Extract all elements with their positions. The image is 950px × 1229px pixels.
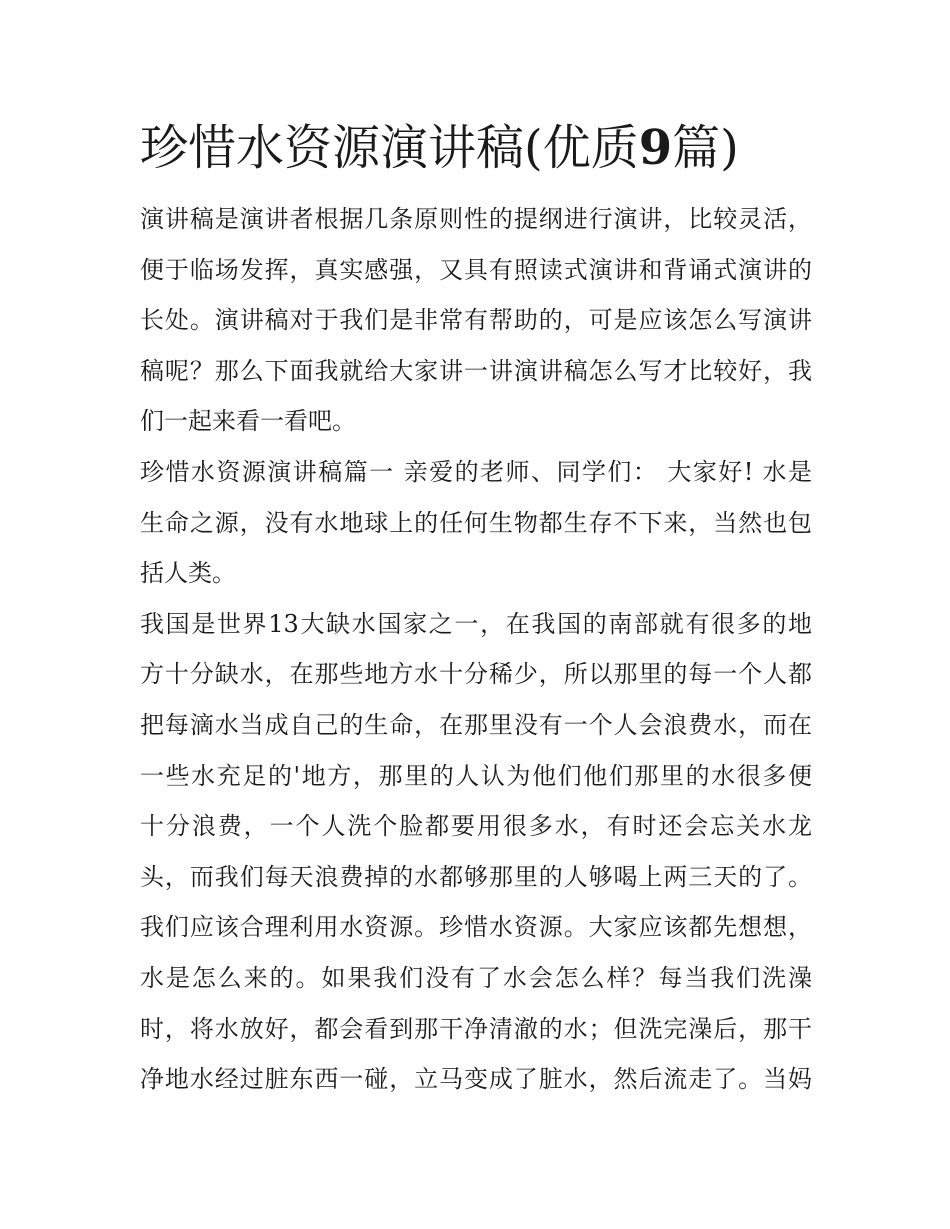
title-prefix: 珍惜水资源演讲稿(优质 (140, 120, 639, 176)
text-line: 便于临场发挥，真实感强，又具有照读式演讲和背诵式演讲的 (140, 255, 812, 284)
paragraph-section-one (140, 447, 812, 599)
text-line: 方十分缺水，在那些地方水十分稀少，所以那里的每一个人都 (140, 660, 812, 689)
text-line: 把每滴水当成自己的生命，在那里没有一个人会浪费水，而在 (140, 710, 812, 739)
text-line: 括人类。 (140, 559, 236, 588)
text-line: 净地水经过脏东西一碰，立马变成了脏水，然后流走了。当妈 (140, 1065, 812, 1094)
text-line: 头，而我们每天浪费掉的水都够那里的人够喝上两三天的了。 (140, 862, 812, 891)
document-body (140, 194, 812, 1105)
text-line: 我们应该合理利用水资源。珍惜水资源。大家应该都先想想， (140, 913, 812, 942)
text-line: 时，将水放好，都会看到那干净清澈的水；但洗完澡后，那干 (140, 1014, 812, 1043)
text-line: 长处。演讲稿对于我们是非常有帮助的，可是应该怎么写演讲 (140, 306, 812, 335)
text-line: 生命之源，没有水地球上的任何生物都生存不下来，当然也包 (140, 508, 812, 537)
text-line: 演讲稿是演讲者根据几条原则性的提纲进行演讲，比较灵活， (140, 205, 812, 233)
title-number: 9 (638, 120, 673, 176)
text-line: 水是怎么来的。如果我们没有了水会怎么样？每当我们洗澡 (140, 963, 812, 992)
text-line: 十分浪费，一个人洗个脸都要用很多水，有时还会忘关水龙 (140, 812, 812, 841)
title-suffix: 篇) (672, 120, 739, 176)
text-line: 们一起来看一看吧。 (140, 407, 356, 436)
text-line: 我国是世界13大缺水国家之一，在我国的南部就有很多的地 (140, 609, 812, 638)
text-line: 稿呢？那么下面我就给大家讲一讲演讲稿怎么写才比较好，我 (140, 356, 812, 385)
paragraph-water-shortage (140, 599, 812, 1105)
document-content (140, 118, 812, 1105)
text-line: 珍惜水资源演讲稿篇一 亲爱的老师、同学们： 大家好! 水是 (140, 457, 812, 486)
document-title (140, 118, 812, 178)
text-line: 一些水充足的'地方，那里的人认为他们他们那里的水很多便 (140, 761, 812, 790)
paragraph-intro (140, 194, 812, 447)
